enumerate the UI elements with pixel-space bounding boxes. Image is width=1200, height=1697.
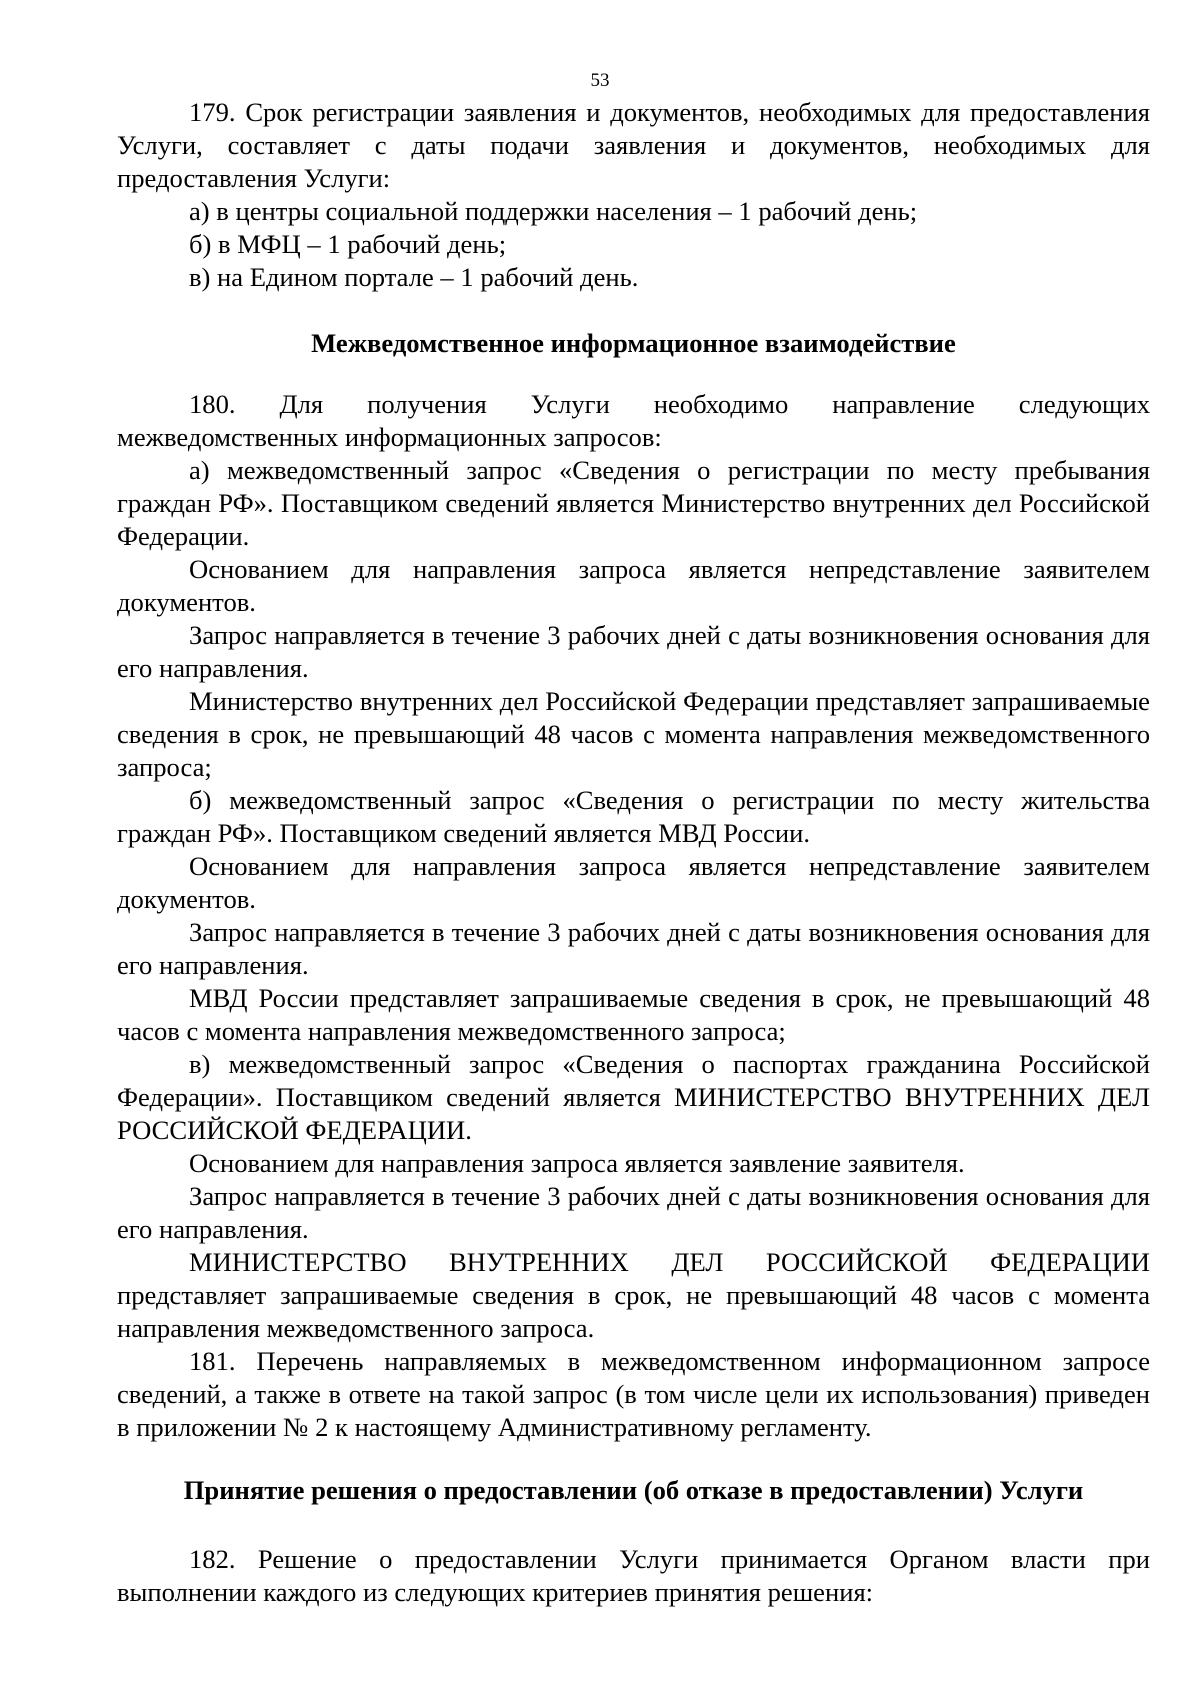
spacer (117, 1507, 1150, 1543)
request-v: в) межведомственный запрос «Сведения о паспортах гражданина Российской Федерации». Поставщиком сведений является МИНИСТЕРСТВО ВНУТРЕННИХ ДЕЛ РОССИЙСКОЙ ФЕДЕРАЦИИ. (117, 1049, 1150, 1145)
request-a: а) межведомственный запрос «Сведения о регистрации по месту пребывания граждан РФ». Поставщиком сведений является Министерство внутренних дел Российской Федерации. (117, 455, 1150, 551)
spacer (117, 360, 1150, 388)
page-number: 53 (590, 70, 610, 91)
paragraph-180: 180. Для получения Услуги необходимо направление следующих межведомственных информационных запросов: (117, 389, 1150, 452)
request-b: б) межведомственный запрос «Сведения о регистрации по месту жительства граждан РФ». Поставщиком сведений является МВД России. (117, 785, 1150, 848)
document-body (117, 96, 1150, 1609)
paragraph-179: 179. Срок регистрации заявления и документов, необходимых для предоставления Услуги, составляет с даты подачи заявления и документов, необходимых для предоставления Услуги: (117, 97, 1150, 193)
request-b-basis: Основанием для направления запроса является непредставление заявителем документов. (117, 851, 1150, 914)
section-heading-decision: Принятие решения о предоставлении (об отказе в предоставлении) Услуги (183, 1475, 1084, 1505)
spacer (117, 1444, 1150, 1474)
request-v-response: МИНИСТЕРСТВО ВНУТРЕННИХ ДЕЛ РОССИЙСКОЙ ФЕДЕРАЦИИ представляет запрашиваемые сведения в срок, не превышающий 48 часов с момента направления межведомственного запроса. (117, 1247, 1150, 1343)
list-item-a: а) в центры социальной поддержки населения – 1 рабочий день; (189, 196, 918, 226)
paragraph-181: 181. Перечень направляемых в межведомственном информационном запросе сведений, а также в ответе на такой запрос (в том числе цели их использования) приведен в приложении № 2 к настоящему Административному регламенту. (117, 1346, 1150, 1442)
paragraph-182: 182. Решение о предоставлении Услуги принимается Органом власти при выполнении каждого из следующих критериев принятия решения: (117, 1544, 1150, 1607)
list-item-b: б) в МФЦ – 1 рабочий день; (189, 229, 507, 259)
list-item-v: в) на Едином портале – 1 рабочий день. (189, 262, 639, 292)
request-a-basis: Основанием для направления запроса является непредставление заявителем документов. (117, 554, 1150, 617)
section-heading-interagency: Межведомственное информационное взаимодействие (311, 328, 956, 358)
request-v-basis: Основанием для направления запроса является заявление заявителя. (189, 1148, 965, 1178)
request-a-timing: Запрос направляется в течение 3 рабочих дней с даты возникновения основания для его направления. (117, 620, 1150, 683)
request-b-timing: Запрос направляется в течение 3 рабочих дней с даты возникновения основания для его направления. (117, 917, 1150, 980)
request-v-timing: Запрос направляется в течение 3 рабочих дней с даты возникновения основания для его направления. (117, 1181, 1150, 1244)
request-a-response: Министерство внутренних дел Российской Федерации представляет запрашиваемые сведения в срок, не превышающий 48 часов с момента направления межведомственного запроса; (117, 686, 1150, 782)
spacer (117, 294, 1150, 327)
request-b-response: МВД России представляет запрашиваемые сведения в срок, не превышающий 48 часов с момента направления межведомственного запроса; (117, 983, 1150, 1046)
